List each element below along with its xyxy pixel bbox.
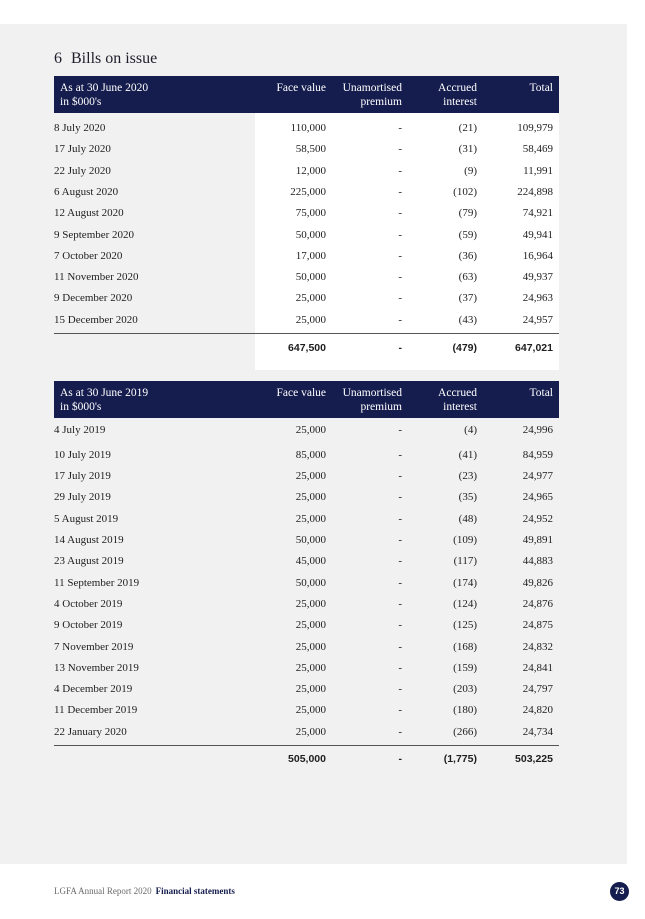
row-face-value: 225,000	[290, 185, 326, 198]
row-date: 17 July 2020	[54, 143, 111, 156]
col-unamortised-premium	[343, 81, 402, 109]
row-date: 11 December 2019	[54, 704, 138, 717]
row-date: 29 July 2019	[54, 491, 111, 504]
total-accrued: (1,775)	[443, 753, 477, 765]
footer-section-name: Financial statements	[155, 886, 235, 896]
row-date: 7 November 2019	[54, 640, 134, 653]
row-face-value: 25,000	[295, 704, 326, 717]
table-row	[54, 203, 559, 224]
row-accrued-interest: (79)	[458, 207, 477, 220]
row-date: 8 July 2020	[54, 122, 106, 134]
total-premium: -	[398, 753, 402, 765]
row-face-value: 25,000	[295, 292, 326, 305]
table-header	[54, 76, 559, 113]
row-accrued-interest: (124)	[453, 597, 477, 610]
row-premium: -	[398, 143, 402, 156]
row-face-value: 50,000	[295, 271, 326, 284]
header-label	[60, 81, 148, 109]
col-accrued-line1: Accrued	[438, 82, 477, 94]
row-premium: -	[398, 292, 402, 305]
section-title-text: Bills on issue	[71, 50, 158, 67]
row-face-value: 75,000	[295, 207, 326, 220]
table-row	[54, 573, 559, 594]
table-row	[54, 288, 559, 309]
row-total: 49,826	[522, 576, 553, 589]
col-face-value	[277, 386, 327, 400]
row-date: 9 September 2020	[54, 228, 135, 241]
table-row	[54, 487, 559, 508]
row-date: 4 October 2019	[54, 597, 123, 610]
row-accrued-interest: (159)	[453, 661, 477, 674]
col-accrued-line2: interest	[443, 96, 477, 108]
row-premium: -	[398, 448, 402, 461]
col-accrued-line2: interest	[443, 401, 477, 413]
row-accrued-interest: (125)	[453, 619, 477, 632]
row-premium: -	[398, 313, 402, 326]
table-row	[54, 246, 559, 267]
row-date: 22 July 2020	[54, 164, 111, 177]
row-accrued-interest: (21)	[458, 122, 477, 134]
row-total: 109,979	[517, 122, 553, 134]
table-header	[54, 381, 559, 418]
row-date: 11 September 2019	[54, 576, 140, 589]
col-face-value-label: Face value	[276, 82, 326, 94]
table-row	[54, 722, 559, 743]
row-face-value: 45,000	[295, 555, 326, 568]
row-total: 24,797	[522, 683, 553, 696]
row-total: 49,937	[522, 271, 553, 284]
table-row	[54, 225, 559, 246]
row-date: 4 July 2019	[54, 424, 106, 436]
row-face-value: 25,000	[295, 597, 326, 610]
row-accrued-interest: (59)	[458, 228, 477, 241]
row-date: 13 November 2019	[54, 661, 139, 674]
row-total: 84,959	[522, 448, 553, 461]
col-unamortised-line2: premium	[360, 96, 402, 108]
table-row	[54, 445, 559, 466]
row-face-value: 25,000	[295, 683, 326, 696]
row-accrued-interest: (203)	[453, 683, 477, 696]
totals-row	[54, 749, 559, 769]
row-face-value: 12,000	[295, 164, 326, 177]
row-total: 24,965	[522, 491, 553, 504]
row-face-value: 50,000	[295, 228, 326, 241]
row-date: 4 December 2019	[54, 683, 133, 696]
row-face-value: 25,000	[295, 424, 326, 436]
row-accrued-interest: (35)	[458, 491, 477, 504]
total-rule	[54, 333, 559, 334]
row-premium: -	[398, 555, 402, 568]
row-total: 58,469	[522, 143, 553, 156]
col-total	[530, 386, 553, 400]
row-accrued-interest: (102)	[453, 185, 477, 198]
col-total-label: Total	[529, 82, 553, 94]
row-date: 6 August 2020	[54, 185, 119, 198]
table-row	[54, 509, 559, 530]
row-premium: -	[398, 249, 402, 262]
row-premium: -	[398, 228, 402, 241]
row-face-value: 25,000	[295, 470, 326, 483]
row-total: 24,841	[522, 661, 553, 674]
row-date: 15 December 2020	[54, 313, 138, 326]
row-face-value: 110,000	[290, 122, 326, 134]
row-date: 17 July 2019	[54, 470, 111, 483]
row-date: 14 August 2019	[54, 534, 124, 546]
table-row	[54, 551, 559, 572]
row-accrued-interest: (43)	[458, 313, 477, 326]
row-premium: -	[398, 271, 402, 284]
header-label-line1: As at 30 June 2019	[60, 387, 149, 399]
table-row	[54, 615, 559, 636]
row-premium: -	[398, 597, 402, 610]
row-accrued-interest: (23)	[458, 470, 477, 483]
col-accrued-interest	[438, 81, 477, 109]
row-premium: -	[398, 683, 402, 696]
row-date: 23 August 2019	[54, 555, 124, 568]
header-label-line1: As at 30 June 2020	[60, 82, 149, 94]
table-row	[54, 420, 559, 441]
row-face-value: 25,000	[295, 512, 326, 525]
row-face-value: 25,000	[295, 491, 326, 504]
row-total: 11,991	[523, 164, 553, 177]
table-row	[54, 679, 559, 700]
row-face-value: 25,000	[295, 313, 326, 326]
col-unamortised-line1: Unamortised	[342, 387, 402, 399]
header-label-line2: in $000's	[60, 96, 102, 108]
row-total: 24,734	[522, 725, 553, 738]
row-face-value: 25,000	[295, 725, 326, 738]
row-total: 49,891	[522, 534, 553, 546]
row-total: 49,941	[522, 228, 553, 241]
col-total-label: Total	[529, 387, 553, 399]
row-total: 24,977	[522, 470, 553, 483]
row-premium: -	[398, 424, 402, 436]
row-date: 9 December 2020	[54, 292, 133, 305]
row-premium: -	[398, 619, 402, 632]
total-total: 503,225	[515, 753, 553, 765]
page-footer	[54, 886, 235, 896]
row-accrued-interest: (174)	[453, 576, 477, 589]
row-total: 24,832	[522, 640, 553, 653]
row-total: 224,898	[517, 185, 553, 198]
col-total	[530, 81, 553, 95]
row-accrued-interest: (36)	[458, 249, 477, 262]
total-rule	[54, 745, 559, 746]
table-row	[54, 267, 559, 288]
row-accrued-interest: (63)	[458, 271, 477, 284]
col-unamortised-premium	[343, 386, 402, 414]
row-date: 22 January 2020	[54, 725, 127, 738]
row-accrued-interest: (180)	[453, 704, 477, 717]
row-premium: -	[398, 576, 402, 589]
footer-report-name: LGFA Annual Report 2020	[54, 886, 152, 896]
row-accrued-interest: (266)	[453, 725, 477, 738]
row-premium: -	[398, 640, 402, 653]
row-total: 24,963	[522, 292, 553, 305]
bills-table-2019	[54, 381, 559, 771]
row-premium: -	[398, 534, 402, 546]
row-total: 24,820	[522, 704, 553, 717]
row-premium: -	[398, 491, 402, 504]
row-accrued-interest: (31)	[458, 143, 477, 156]
row-date: 12 August 2020	[54, 207, 124, 220]
row-accrued-interest: (9)	[464, 164, 477, 177]
col-face-value-label: Face value	[276, 387, 326, 399]
table-row	[54, 637, 559, 658]
page-number-badge: 73	[610, 882, 629, 901]
row-premium: -	[398, 470, 402, 483]
total-accrued: (479)	[452, 342, 477, 354]
row-total: 24,875	[522, 619, 553, 632]
row-date: 11 November 2020	[54, 271, 139, 284]
row-face-value: 25,000	[295, 661, 326, 674]
row-premium: -	[398, 512, 402, 525]
row-total: 24,957	[522, 313, 553, 326]
row-date: 5 August 2019	[54, 512, 119, 525]
row-accrued-interest: (37)	[458, 292, 477, 305]
header-label-line2: in $000's	[60, 401, 102, 413]
row-premium: -	[398, 185, 402, 198]
table-row	[54, 700, 559, 721]
table-row	[54, 658, 559, 679]
table-row	[54, 310, 559, 331]
table-row	[54, 139, 559, 160]
row-total: 44,883	[522, 555, 553, 568]
row-face-value: 50,000	[295, 576, 326, 589]
row-face-value: 25,000	[295, 619, 326, 632]
row-total: 24,952	[522, 512, 553, 525]
row-face-value: 25,000	[295, 640, 326, 653]
row-premium: -	[398, 122, 402, 134]
section-title	[54, 50, 157, 68]
row-total: 16,964	[522, 249, 553, 262]
row-total: 24,876	[522, 597, 553, 610]
total-face-value: 647,500	[288, 342, 326, 354]
col-accrued-interest	[438, 386, 477, 414]
total-face-value: 505,000	[288, 753, 326, 765]
row-total: 74,921	[522, 207, 553, 220]
table-row	[54, 466, 559, 487]
totals-row	[54, 338, 559, 358]
row-date: 10 July 2019	[54, 448, 111, 461]
row-accrued-interest: (4)	[464, 424, 477, 436]
table-row	[54, 530, 559, 551]
row-face-value: 58,500	[295, 143, 326, 156]
table-row	[54, 182, 559, 203]
col-unamortised-line2: premium	[360, 401, 402, 413]
row-date: 9 October 2019	[54, 619, 123, 632]
table-row	[54, 118, 559, 139]
col-accrued-line1: Accrued	[438, 387, 477, 399]
row-face-value: 85,000	[295, 448, 326, 461]
col-face-value	[277, 81, 327, 95]
table-row	[54, 594, 559, 615]
row-premium: -	[398, 725, 402, 738]
row-face-value: 50,000	[295, 534, 326, 546]
col-unamortised-line1: Unamortised	[342, 82, 402, 94]
row-date: 7 October 2020	[54, 249, 123, 262]
total-premium: -	[398, 342, 402, 354]
row-premium: -	[398, 704, 402, 717]
row-accrued-interest: (168)	[453, 640, 477, 653]
table-row	[54, 161, 559, 182]
row-premium: -	[398, 661, 402, 674]
row-accrued-interest: (41)	[458, 448, 477, 461]
row-premium: -	[398, 164, 402, 177]
row-premium: -	[398, 207, 402, 220]
row-accrued-interest: (109)	[453, 534, 477, 546]
row-face-value: 17,000	[295, 249, 326, 262]
row-total: 24,996	[522, 424, 553, 436]
total-total: 647,021	[515, 342, 553, 354]
section-number: 6	[54, 50, 62, 67]
bills-table-2020	[54, 76, 559, 370]
row-accrued-interest: (48)	[458, 512, 477, 525]
header-label	[60, 386, 148, 414]
row-accrued-interest: (117)	[453, 555, 477, 568]
